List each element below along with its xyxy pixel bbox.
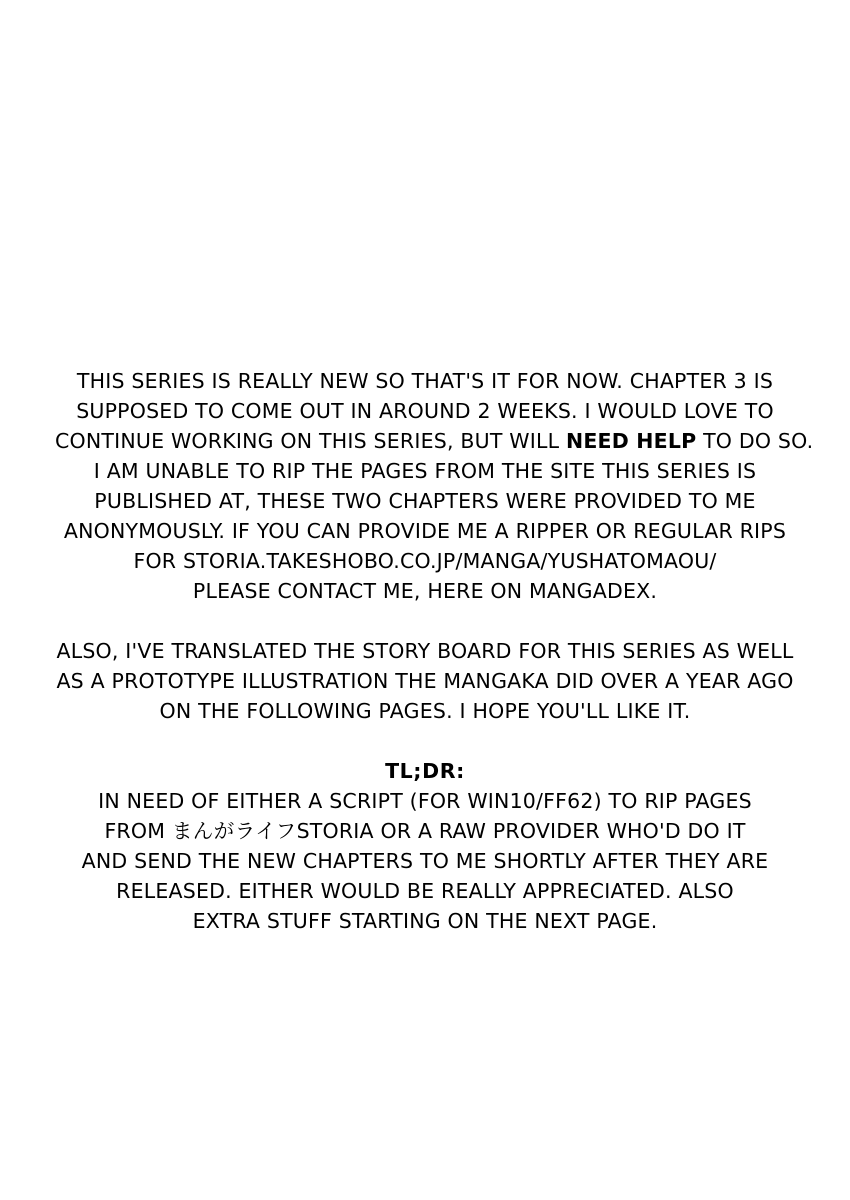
note-line: THIS SERIES IS REALLY NEW SO THAT'S IT FOR NOW. CHAPTER 3 IS [76, 369, 774, 393]
note-line-part: STORIA OR A RAW PROVIDER WHO'D DO IT [296, 819, 746, 843]
note-paragraph-2 [55, 636, 795, 726]
japanese-text: まんがライフ [171, 819, 297, 843]
note-line: ON THE FOLLOWING PAGES. I HOPE YOU'LL LIKE IT. [159, 699, 691, 723]
translator-note [0, 366, 850, 936]
note-line: SUPPOSED TO COME OUT IN AROUND 2 WEEKS. I WOULD LOVE TO [76, 399, 774, 423]
tldr-section [55, 756, 795, 936]
note-line: PLEASE CONTACT ME, HERE ON MANGADEX. [192, 579, 658, 603]
note-line-part: FROM [104, 819, 172, 843]
note-line: I AM UNABLE TO RIP THE PAGES FROM THE SITE THIS SERIES IS [93, 459, 757, 483]
note-line-part: CONTINUE WORKING ON THIS SERIES, BUT WILL [55, 429, 566, 453]
note-line-part: TO DO SO. [696, 429, 814, 453]
note-paragraph-1 [55, 366, 814, 606]
note-line: AS A PROTOTYPE ILLUSTRATION THE MANGAKA DID OVER A YEAR AGO [56, 669, 794, 693]
note-line: IN NEED OF EITHER A SCRIPT (FOR WIN10/FF62) TO RIP PAGES [98, 789, 752, 813]
note-line: ANONYMOUSLY. IF YOU CAN PROVIDE ME A RIPPER OR REGULAR RIPS [63, 519, 787, 543]
note-line-with-emphasis [55, 426, 814, 456]
tldr-heading: TL;DR: [385, 759, 465, 783]
note-line-with-japanese [55, 816, 795, 846]
note-line-url: FOR STORIA.TAKESHOBO.CO.JP/MANGA/YUSHATOMAOU/ [133, 549, 717, 573]
note-line: ALSO, I'VE TRANSLATED THE STORY BOARD FOR THIS SERIES AS WELL [56, 639, 794, 663]
note-line: RELEASED. EITHER WOULD BE REALLY APPRECIATED. ALSO [116, 879, 734, 903]
note-line: PUBLISHED AT, THESE TWO CHAPTERS WERE PROVIDED TO ME [94, 489, 756, 513]
note-line: AND SEND THE NEW CHAPTERS TO ME SHORTLY AFTER THEY ARE [81, 849, 769, 873]
tldr-paragraph [55, 786, 795, 936]
need-help-emphasis: NEED HELP [565, 429, 697, 453]
note-line: EXTRA STUFF STARTING ON THE NEXT PAGE. [192, 909, 658, 933]
